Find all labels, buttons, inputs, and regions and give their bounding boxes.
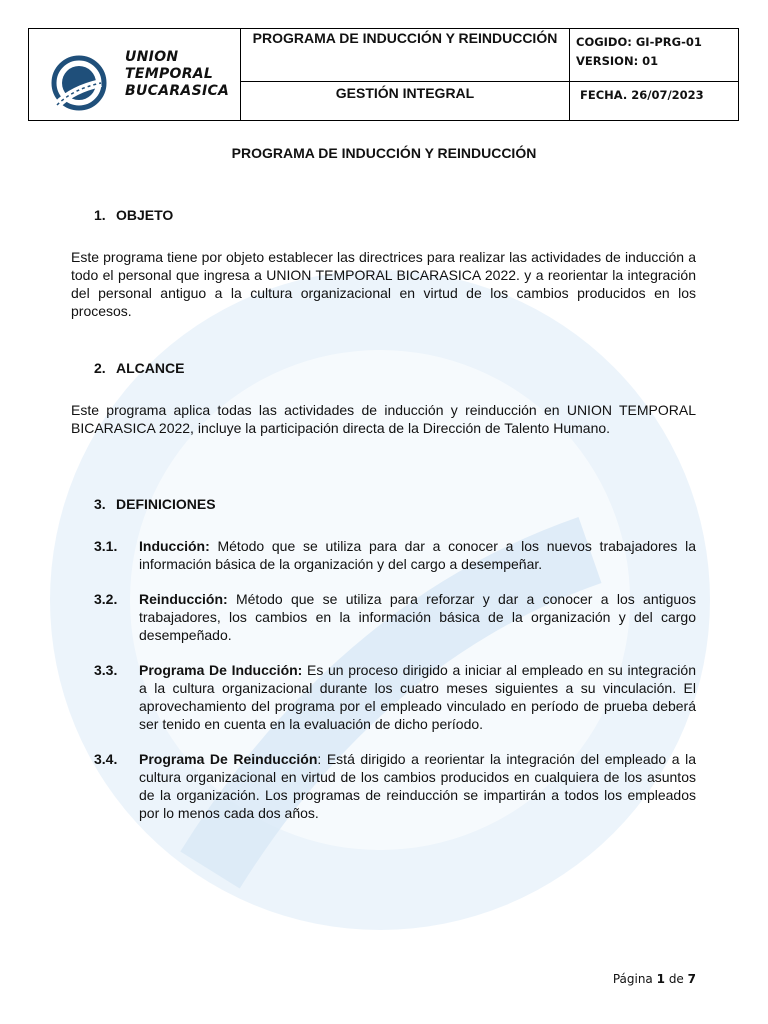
- definition-term: Programa De Inducción:: [139, 662, 303, 678]
- section-text-alcance: Este programa aplica todas las actividades de inducción y reinducción en UNION TEMPORAL BICARASICA 2022, incluye la participación directa de la Dirección de Talento Humano.: [71, 402, 696, 436]
- total-pages: 7: [687, 972, 696, 986]
- definition-term: Programa De Reinducción: [139, 751, 318, 767]
- document-title: PROGRAMA DE INDUCCIÓN Y REINDUCCIÓN: [231, 145, 537, 161]
- definition-text: Método que se utiliza para reforzar y dar a conocer a los antiguos trabajadores, los cambios en la información básica de la organización y del cargo desempeñado.: [139, 591, 696, 643]
- definition-item: [94, 750, 696, 822]
- current-page: 1: [656, 972, 665, 986]
- page-word: Página: [612, 972, 653, 986]
- definition-number: 3.2.: [94, 591, 118, 607]
- document-version: VERSION: 01: [576, 54, 659, 68]
- section-heading-definiciones: [94, 496, 216, 512]
- document-date: FECHA. 26/07/2023: [580, 88, 704, 102]
- area-cell: GESTIÓN INTEGRAL: [241, 82, 570, 120]
- definition-text: Es un proceso dirigido a iniciar al empleado en su integración a la cultura organizacional durante los cuatro meses siguientes a su vinculación. El aprovechamiento del programa por el empleado vinculado en período de prueba deberá ser tenido en cuenta en la evaluación de dicho período.: [139, 662, 696, 732]
- section-heading-alcance: [94, 360, 184, 376]
- definition-term: Reinducción:: [139, 591, 228, 607]
- section-title: ALCANCE: [116, 360, 185, 376]
- definition-number: 3.1.: [94, 538, 118, 554]
- section-number: 2.: [94, 360, 106, 376]
- code-version-cell: [570, 29, 738, 82]
- company-name: [125, 49, 229, 100]
- definition-item: [94, 661, 696, 733]
- company-name-line3: BUCARASICA: [125, 83, 230, 99]
- definition-text: Método que se utiliza para dar a conocer a los nuevos trabajadores la información básica de la organización y del cargo a desempeñar.: [139, 538, 696, 572]
- definition-item: [94, 590, 696, 644]
- company-name-line1: UNION: [125, 49, 179, 65]
- section-text-objeto: Este programa tiene por objeto establecer las directrices para realizar las actividades de inducción a todo el personal que ingresa a UNION TEMPORAL BICARASICA 2022. y a reorientar la integración del personal antiguo a la cultura organizacional en virtud de los cambios producidos en los procesos.: [71, 249, 696, 319]
- definition-item: [94, 537, 696, 573]
- company-name-line2: TEMPORAL: [125, 66, 214, 82]
- of-word: de: [668, 972, 684, 986]
- document-header-table: [28, 28, 739, 121]
- section-number: 1.: [94, 207, 106, 223]
- section-number: 3.: [94, 496, 106, 512]
- program-title-cell: PROGRAMA DE INDUCCIÓN Y REINDUCCIÓN: [241, 29, 570, 82]
- company-logo-icon: [51, 55, 107, 111]
- definition-term: Inducción:: [139, 538, 210, 554]
- page-number-footer: [613, 972, 696, 986]
- section-title: OBJETO: [116, 207, 174, 223]
- section-title: DEFINICIONES: [116, 496, 216, 512]
- definition-text: : Está dirigido a reorientar la integración del empleado a la cultura organizacional en virtud de los cambios producidos en cualquiera de los asuntos de la organización. Los programas de reinducción se impartirán a todos los empleados por lo menos cada dos años.: [139, 751, 696, 821]
- section-heading-objeto: [94, 207, 173, 223]
- document-code: COGIDO: GI-PRG-01: [576, 35, 702, 49]
- definition-number: 3.3.: [94, 662, 118, 678]
- definition-number: 3.4.: [94, 751, 118, 767]
- company-logo-cell: [29, 29, 241, 120]
